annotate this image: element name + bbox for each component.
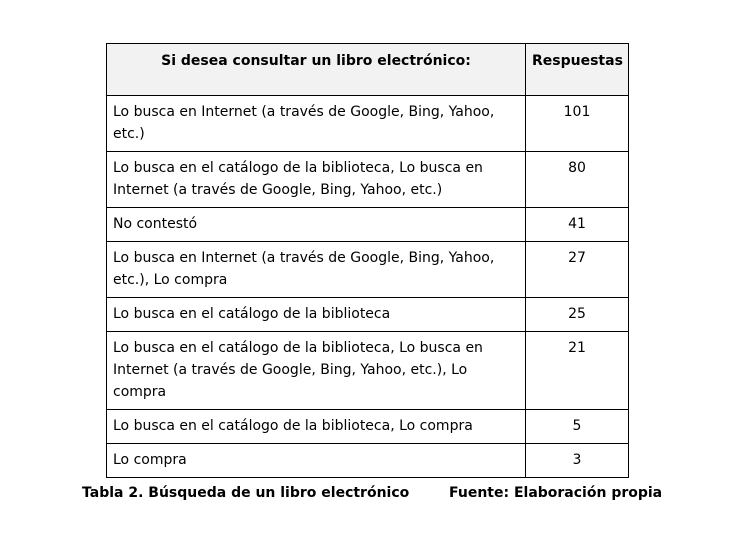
answer-cell: No contestó <box>107 208 526 242</box>
count-cell: 21 <box>526 332 629 410</box>
table-row <box>107 298 629 332</box>
table-caption: Tabla 2. Búsqueda de un libro electrónico <box>82 485 410 501</box>
count-cell: 101 <box>526 96 629 152</box>
table-row <box>107 242 629 298</box>
answer-cell: Lo busca en el catálogo de la biblioteca, Lo compra <box>107 410 526 444</box>
table-row <box>107 444 629 478</box>
question-header: Si desea consultar un libro electrónico: <box>107 44 526 96</box>
count-cell: 27 <box>526 242 629 298</box>
header-row <box>107 44 629 96</box>
answer-cell: Lo busca en Internet (a través de Google, Bing, Yahoo, etc.) <box>107 96 526 152</box>
responses-header: Respuestas <box>526 44 629 96</box>
table-row <box>107 96 629 152</box>
count-cell: 80 <box>526 152 629 208</box>
table-row <box>107 410 629 444</box>
table-row <box>107 152 629 208</box>
count-cell: 41 <box>526 208 629 242</box>
count-cell: 5 <box>526 410 629 444</box>
answer-cell: Lo busca en el catálogo de la biblioteca, Lo busca en Internet (a través de Google, Bing, Yahoo, etc.) <box>107 152 526 208</box>
table-row <box>107 208 629 242</box>
answer-cell: Lo busca en el catálogo de la biblioteca <box>107 298 526 332</box>
answer-cell: Lo busca en el catálogo de la biblioteca, Lo busca en Internet (a través de Google, Bing, Yahoo, etc.), Lo compra <box>107 332 526 410</box>
count-cell: 25 <box>526 298 629 332</box>
count-cell: 3 <box>526 444 629 478</box>
source-caption: Fuente: Elaboración propia <box>449 485 663 501</box>
answer-cell: Lo compra <box>107 444 526 478</box>
responses-table <box>106 43 629 478</box>
table-row <box>107 332 629 410</box>
answer-cell: Lo busca en Internet (a través de Google, Bing, Yahoo, etc.), Lo compra <box>107 242 526 298</box>
